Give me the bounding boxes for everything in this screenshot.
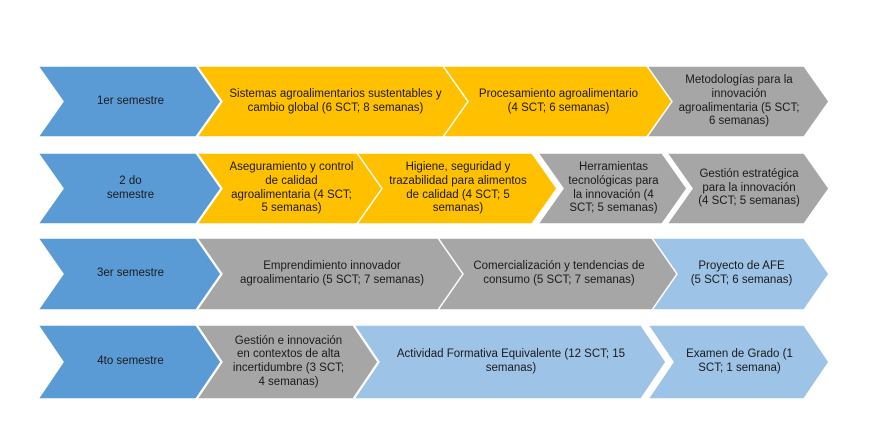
semester-chevron-label: 2 do semestre xyxy=(106,174,155,201)
course-chevron-label: Aseguramiento y control de calidad agroalimentaria (4 SCT; 5 semanas) xyxy=(229,161,354,215)
course-chevron-label: Gestión e innovación en contextos de alta incertidumbre (3 SCT; 4 semanas) xyxy=(232,334,345,388)
semester-chevron xyxy=(38,325,221,399)
semester-chevron xyxy=(38,238,221,310)
course-chevron xyxy=(667,153,829,224)
course-chevron xyxy=(197,238,465,310)
semester-chevron-label: 3er semestre xyxy=(96,267,165,280)
course-chevron-label: Gestión estratégica para la innovación (4 SCT; 5 semanas) xyxy=(698,168,800,208)
course-chevron-label: Comercialización y tendencias de consumo (5 SCT; 7 semanas) xyxy=(473,260,645,286)
course-chevron xyxy=(197,153,384,224)
course-chevron-label: Sistemas agroalimentarios sustentables y cambio global (6 SCT; 8 semanas) xyxy=(229,87,442,114)
course-chevron-label: Metodologías para la innovación agroalimentaria (5 SCT; 6 semanas) xyxy=(678,74,800,128)
course-chevron-label: Higiene, seguridad y trazabilidad para alimentos de calidad (4 SCT; 5 semanas) xyxy=(389,161,527,215)
course-chevron-label: Procesamiento agroalimentario (4 SCT; 6 semanas) xyxy=(478,87,639,114)
course-chevron xyxy=(197,66,472,137)
semester-chevron xyxy=(38,66,221,137)
course-chevron-label: Actividad Formativa Equivalente (12 SCT; 15 semanas) xyxy=(396,348,626,374)
course-chevron xyxy=(652,238,829,310)
course-chevron xyxy=(648,325,829,399)
course-chevron xyxy=(538,153,687,224)
course-chevron xyxy=(438,238,678,310)
course-chevron xyxy=(647,66,829,137)
semester-chevron-label: 4to semestre xyxy=(97,355,164,368)
semester-chevron-label: 1er semestre xyxy=(96,94,165,107)
course-chevron xyxy=(354,325,666,399)
course-chevron-label: Proyecto de AFE (5 SCT; 6 semanas) xyxy=(690,260,793,286)
course-chevron xyxy=(197,325,378,399)
course-chevron xyxy=(357,153,557,224)
course-chevron-label: Examen de Grado (1 SCT; 1 semana) xyxy=(686,348,793,374)
semester-chevron xyxy=(38,153,221,224)
course-chevron-label: Herramientas tecnológicas para la innovación (4 SCT; 5 semanas) xyxy=(568,161,659,215)
course-chevron xyxy=(443,66,672,137)
course-chevron-label: Emprendimiento innovador agroalimentario (5 SCT; 7 semanas) xyxy=(239,260,425,286)
